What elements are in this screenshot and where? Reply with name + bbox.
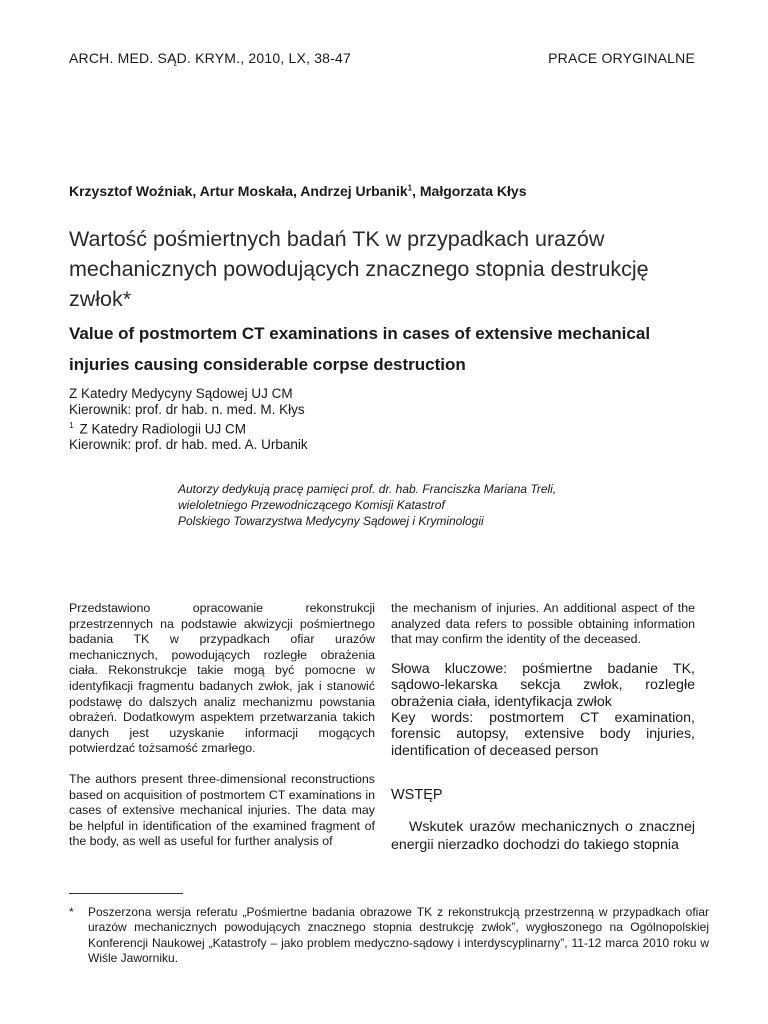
- left-column: [69, 601, 375, 865]
- title-english: Value of postmortem CT examinations in cases of extensive mechanical injuries causing considerable corpse destruction: [69, 324, 651, 374]
- section-heading: WSTĘP: [391, 787, 443, 803]
- dedication: [178, 481, 556, 529]
- abstract-english-continued: the mechanism of injuries. An additional aspect of the analyzed data refers to possible obtaining information that may confirm the identity of the deceased.: [391, 601, 695, 647]
- footnote-divider: [69, 893, 183, 894]
- authors-text-tail: , Małgorzata Kłys: [412, 183, 527, 199]
- footnote-text: Poszerzona wersja referatu „Pośmiertne badania obrazowe TK z rekonstrukcją przestrzenną w przypadkach ofiar urazów mechanicznych powodujących znacznego stopnia destrukcję zwłok”, wygłoszonego na Ogólnopolskiej Konferencji Naukowej „Katastrofy – jako problem medyczno-sądowy i interdyscyplinarny”, 11-12 marca 2010 roku w Wiśle Jaworniku.: [88, 905, 709, 966]
- footnote: [69, 905, 709, 967]
- affiliation-line: Kierownik: prof. dr hab. med. A. Urbanik: [69, 436, 308, 452]
- abstract-english: The authors present three-dimensional reconstructions based on acquisition of postmortem CT examinations in cases of extensive mechanical injuries. The data may be helpful in identification of the examined fragment of the body, as well as useful for further analysis of: [69, 771, 375, 849]
- abstract-polish: Przedstawiono opracowanie rekonstrukcji przestrzennych na podstawie akwizycji pośmiertnego badania TK w przypadkach ofiar urazów mechanicznych, powodujących rozległe obrażenia ciała. Rekonstrukcje takie mogą być pomocne w identyfikacji fragmentu badanych zwłok, jak i stanowić podstawę do dalszych analiz mechanizmu powstania obrażeń. Dodatkowym aspektem przetwarzania takich danych jest uzyskanie informacji mogących potwierdzać tożsamość zmarłego.: [69, 601, 375, 756]
- affiliation-line: Z Katedry Medycyny Sądowej UJ CM: [69, 386, 293, 401]
- right-column-abstract: [391, 601, 695, 648]
- dedication-line: Polskiego Towarzystwa Medycyny Sądowej i Kryminologii: [178, 514, 484, 528]
- footnote-mark: *: [69, 905, 74, 919]
- affiliation-mark: 1: [69, 420, 74, 430]
- intro-paragraph: Wskutek urazów mechanicznych o znacznej energii nierzadko dochodzi do takiego stopnia: [391, 819, 695, 853]
- affiliation-line: Kierownik: prof. dr hab. n. med. M. Kłys: [69, 401, 305, 417]
- authors-text: Krzysztof Woźniak, Artur Moskała, Andrzej Urbanik: [69, 183, 408, 199]
- affiliation-line: $^1$ Z Katedry Radiologii UJ CM: [69, 420, 247, 437]
- author-list: [69, 183, 526, 199]
- title-polish: Wartość pośmiertnych badań TK w przypadkach urazów mechanicznych powodujących znacznego stopnia destrukcję zwłok*: [69, 227, 649, 311]
- section-label: PRACE ORYGINALNE: [548, 50, 695, 66]
- author-affiliation-mark: 1: [407, 183, 413, 193]
- dedication-line: wieloletniego Przewodniczącego Komisji Katastrof: [178, 498, 445, 512]
- affiliations: [69, 386, 308, 453]
- journal-reference: ARCH. MED. SĄD. KRYM., 2010, LX, 38-47: [69, 50, 352, 66]
- dedication-line: Autorzy dedykują pracę pamięci prof. dr. hab. Franciszka Mariana Treli,: [178, 482, 557, 496]
- keywords-polish: Słowa kluczowe: pośmiertne badanie TK, sądowo-lekarska sekcja zwłok, rozległe obrażenia ciała, identyfikacja zwłok: [391, 661, 695, 710]
- keywords-english: Key words: postmortem CT examination, forensic autopsy, extensive body injuries, identification of deceased person: [391, 710, 695, 759]
